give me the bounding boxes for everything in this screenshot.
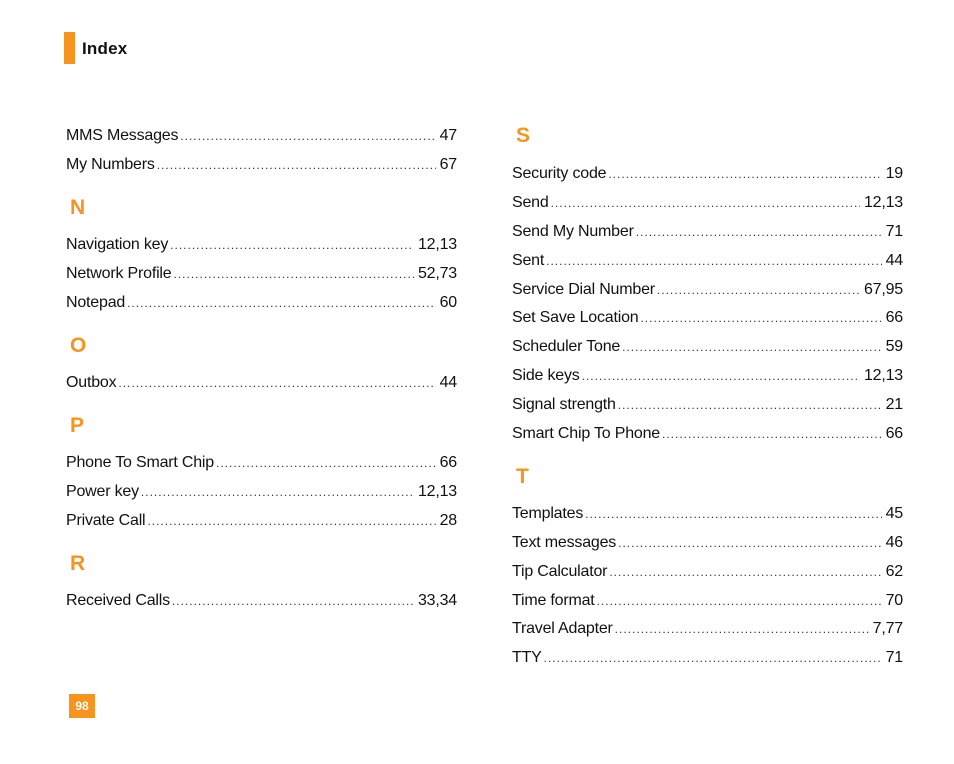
entry-page: 67,95 — [863, 281, 903, 298]
leader-dots — [170, 234, 414, 256]
entry-label: MMS Messages — [66, 127, 179, 144]
entry-label: Received Calls — [66, 592, 170, 609]
leader-dots — [622, 336, 881, 358]
leader-dots — [551, 192, 860, 214]
leader-dots — [141, 481, 414, 503]
entry-label: Sent — [512, 252, 545, 269]
section-letter-s: S — [516, 124, 531, 147]
entry-label: Templates — [512, 505, 584, 522]
entry-label: Travel Adapter — [512, 620, 613, 637]
leader-dots — [585, 503, 881, 525]
section-letter-p: P — [70, 414, 85, 437]
entry-label: Notepad — [66, 294, 126, 311]
entry-label: Security code — [512, 165, 607, 182]
entry-label: Text messages — [512, 534, 617, 551]
entry-page: 46 — [885, 534, 903, 551]
leader-dots — [615, 618, 869, 640]
entry-page: 19 — [885, 165, 903, 182]
entry-label: Power key — [66, 483, 139, 500]
leader-dots — [582, 365, 860, 387]
section-letter-n: N — [70, 196, 86, 219]
index-entry[interactable] — [512, 250, 903, 272]
entry-label: Send My Number — [512, 223, 634, 240]
section-letter-t: T — [516, 465, 529, 488]
header-accent-bar — [64, 32, 75, 64]
entry-label: Tip Calculator — [512, 563, 608, 580]
entry-page: 44 — [439, 374, 457, 391]
entry-label: Side keys — [512, 367, 580, 384]
index-entry[interactable] — [512, 163, 903, 185]
index-entry[interactable] — [512, 279, 903, 301]
entry-page: 7,77 — [872, 620, 903, 637]
leader-dots — [544, 647, 882, 669]
leader-dots — [608, 163, 881, 185]
entry-label: Smart Chip To Phone — [512, 425, 660, 442]
index-entry[interactable] — [66, 510, 457, 532]
leader-dots — [618, 532, 881, 554]
index-entry[interactable] — [66, 372, 457, 394]
index-entry[interactable] — [66, 452, 457, 474]
entry-page: 21 — [885, 396, 903, 413]
index-entry[interactable] — [66, 263, 457, 285]
index-entry[interactable] — [66, 292, 457, 314]
page-number-badge: 98 — [69, 694, 95, 718]
leader-dots — [609, 561, 881, 583]
leader-dots — [172, 590, 414, 612]
index-entry[interactable] — [512, 307, 903, 329]
entry-page: 59 — [885, 338, 903, 355]
index-entry[interactable] — [512, 221, 903, 243]
leader-dots — [618, 394, 882, 416]
index-entry[interactable] — [512, 532, 903, 554]
entry-label: Send — [512, 194, 549, 211]
entry-page: 66 — [439, 454, 457, 471]
index-entry[interactable] — [512, 365, 903, 387]
entry-page: 12,13 — [863, 194, 903, 211]
leader-dots — [118, 372, 435, 394]
entry-page: 12,13 — [417, 483, 457, 500]
index-entry[interactable] — [66, 125, 457, 147]
entry-page: 33,34 — [417, 592, 457, 609]
leader-dots — [657, 279, 860, 301]
index-entry[interactable] — [512, 336, 903, 358]
entry-page: 70 — [885, 592, 903, 609]
leader-dots — [662, 423, 882, 445]
entry-page: 62 — [885, 563, 903, 580]
index-entry[interactable] — [512, 647, 903, 669]
entry-label: Time format — [512, 592, 595, 609]
entry-label: Outbox — [66, 374, 117, 391]
section-letter-r: R — [70, 552, 86, 575]
entry-label: Set Save Location — [512, 309, 639, 326]
entry-label: Phone To Smart Chip — [66, 454, 214, 471]
entry-page: 12,13 — [417, 236, 457, 253]
entry-page: 67 — [439, 156, 457, 173]
entry-page: 44 — [885, 252, 903, 269]
leader-dots — [173, 263, 413, 285]
entry-label: Navigation key — [66, 236, 169, 253]
index-entry[interactable] — [512, 192, 903, 214]
index-entry[interactable] — [512, 618, 903, 640]
leader-dots — [180, 125, 435, 147]
index-entry[interactable] — [512, 394, 903, 416]
entry-label: Signal strength — [512, 396, 616, 413]
page-title: Index — [82, 39, 128, 58]
index-entry[interactable] — [66, 590, 457, 612]
entry-label: My Numbers — [66, 156, 155, 173]
leader-dots — [127, 292, 436, 314]
entry-page: 12,13 — [863, 367, 903, 384]
entry-page: 66 — [885, 309, 903, 326]
leader-dots — [216, 452, 436, 474]
index-entry[interactable] — [512, 590, 903, 612]
leader-dots — [157, 154, 436, 176]
index-entry[interactable] — [66, 234, 457, 256]
entry-page: 71 — [885, 223, 903, 240]
index-entry[interactable] — [66, 154, 457, 176]
entry-label: Service Dial Number — [512, 281, 655, 298]
index-entry[interactable] — [512, 423, 903, 445]
leader-dots — [636, 221, 882, 243]
leader-dots — [640, 307, 881, 329]
entry-page: 71 — [885, 649, 903, 666]
entry-page: 28 — [439, 512, 457, 529]
entry-label: Network Profile — [66, 265, 172, 282]
leader-dots — [546, 250, 881, 272]
entry-label: TTY — [512, 649, 542, 666]
entry-page: 60 — [439, 294, 457, 311]
entry-label: Scheduler Tone — [512, 338, 621, 355]
index-entry[interactable] — [512, 561, 903, 583]
entry-page: 66 — [885, 425, 903, 442]
entry-label: Private Call — [66, 512, 146, 529]
entry-page: 45 — [885, 505, 903, 522]
index-entry[interactable] — [512, 503, 903, 525]
entry-page: 52,73 — [417, 265, 457, 282]
leader-dots — [597, 590, 882, 612]
entry-page: 47 — [439, 127, 457, 144]
section-letter-o: O — [70, 334, 87, 357]
leader-dots — [147, 510, 435, 532]
index-entry[interactable] — [66, 481, 457, 503]
